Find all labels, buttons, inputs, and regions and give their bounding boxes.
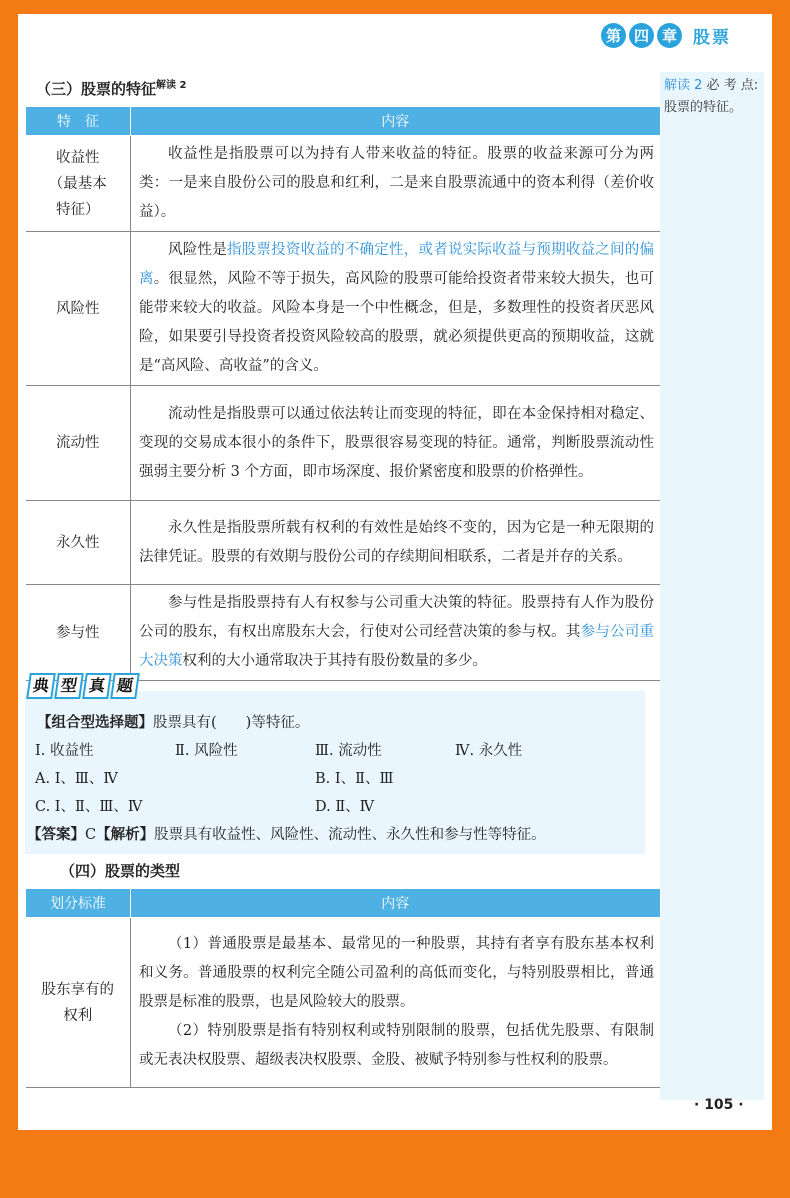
feature-value	[131, 136, 661, 232]
table-row	[26, 585, 661, 681]
type-key-line: 权利	[63, 1007, 93, 1024]
chapter-char: 第	[601, 23, 626, 48]
features-table	[25, 106, 661, 681]
question-item: Ⅲ. 流动性	[315, 743, 382, 759]
sidebar-notes	[660, 72, 764, 1100]
question-options-row	[35, 795, 374, 816]
feature-text: 流动性是指股票可以通过依法转让而变现的特征，即在本金保持相对稳定、变现的交易成本很小的条件下，股票很容易变现的特征。通常，判断股票流动性强弱主要分析 3 个方面，即市场深度、报价紧密度和股票的价格弹性。	[139, 405, 654, 480]
feature-key: 永久性	[26, 501, 131, 585]
sidebar-note: 股票的特征。	[664, 100, 743, 115]
section-3-heading	[36, 76, 186, 99]
features-header-feature: 特 征	[26, 107, 131, 136]
question-item: Ⅰ. 收益性	[35, 743, 94, 759]
feature-key: 风险性	[26, 232, 131, 386]
section-4-heading: （四）股票的类型	[60, 862, 181, 880]
question-option-b: B. Ⅰ、Ⅱ、Ⅲ	[315, 771, 394, 787]
typical-question-box	[25, 691, 645, 854]
feature-value	[131, 501, 661, 585]
title-char: 型	[54, 673, 84, 699]
answer-label: 【答案】	[27, 827, 85, 843]
text-segment: 。很显然，风险不等于损失，高风险的股票可能给投资者带来较大损失，也可能带来较大的收益。风险本身是一个中性概念，但是，多数理性的投资者厌恶风险，如果要引导投资者投资风险较高的股票，就必须提供更高的预期收益，这就是“高风险、高收益”的含义。	[139, 271, 655, 374]
question-stem-label: 【组合型选择题】	[37, 715, 153, 731]
table-row	[26, 501, 661, 585]
question-option-c: C. Ⅰ、Ⅱ、Ⅲ、Ⅳ	[35, 799, 143, 815]
text-segment: 权利的大小通常取决于其持有股份数量的多少。	[182, 653, 487, 669]
type-value	[131, 918, 661, 1088]
table-row	[26, 918, 661, 1088]
feature-text	[139, 236, 654, 381]
feature-key-line: （最基本	[48, 175, 107, 192]
sidebar-tag-text: 必 考 点:	[706, 78, 759, 93]
chapter-char: 章	[657, 23, 682, 48]
question-item: Ⅳ. 永久性	[455, 743, 523, 759]
table-row	[26, 386, 661, 501]
type-key-line: 股东享有的	[41, 981, 114, 998]
section-3-sup: 解读 2	[156, 80, 187, 91]
question-options-row	[35, 767, 393, 788]
chapter-char: 四	[629, 23, 654, 48]
table-row	[26, 232, 661, 386]
text-segment: 风险性是	[168, 242, 227, 258]
feature-text: 永久性是指股票所载有权利的有效性是始终不变的，因为它是一种无限期的法律凭证。股票的有效期与股份公司的存续期间相联系，二者是并存的关系。	[139, 519, 654, 565]
question-answer	[27, 823, 546, 844]
feature-key	[26, 136, 131, 232]
feature-text	[139, 589, 654, 676]
title-char: 题	[110, 673, 140, 699]
analysis-label: 【解析】	[96, 827, 155, 843]
title-char: 真	[82, 673, 112, 699]
feature-value	[131, 232, 661, 386]
types-header-criterion: 划分标准	[26, 889, 131, 918]
analysis-text: 股票具有收益性、风险性、流动性、永久性和参与性等特征。	[154, 827, 546, 843]
answer-value: C	[85, 827, 97, 843]
types-header-content: 内容	[131, 889, 661, 918]
question-stem	[37, 711, 309, 732]
question-stem-text: 股票具有( )等特征。	[153, 715, 310, 731]
section-3-title: （三）股票的特征	[36, 80, 157, 98]
question-item: Ⅱ. 风险性	[175, 743, 238, 759]
feature-text: 收益性是指股票可以为持有人带来收益的特征。股票的收益来源可分为两类：一是来自股份公司的股息和红利，二是来自股票流通中的资本利得（差价收益）。	[139, 146, 654, 220]
features-header-content: 内容	[131, 107, 661, 136]
page	[18, 14, 772, 1130]
highlight-text: 指股票投资收益的不确定性，或者说实际收益与预期收益之间的偏离	[139, 242, 654, 287]
type-para: （2）特别股票是指有特别权利或特别限制的股票，包括优先股票、有限制或无表决权股票、超级表决权股票、金股、被赋予特别参与性权利的股票。	[139, 1023, 654, 1068]
chapter-header	[601, 20, 731, 50]
question-option-d: D. Ⅱ、Ⅳ	[315, 799, 375, 815]
feature-value	[131, 585, 661, 681]
page-number: · 105 ·	[694, 1097, 744, 1113]
sidebar-tag	[664, 74, 758, 93]
chapter-name: 股票	[693, 27, 731, 48]
typical-question-title	[28, 673, 140, 699]
feature-key-line: 收益性	[56, 149, 100, 166]
question-option-a: A. Ⅰ、Ⅲ、Ⅳ	[35, 771, 118, 787]
types-table	[25, 888, 661, 1088]
sidebar-tag-label: 解读 2	[664, 78, 703, 93]
feature-key: 流动性	[26, 386, 131, 501]
table-row	[26, 136, 661, 232]
feature-key-line: 特征）	[56, 201, 100, 218]
question-items	[35, 739, 522, 760]
type-key	[26, 918, 131, 1088]
feature-key: 参与性	[26, 585, 131, 681]
type-para: （1）普通股票是最基本、最常见的一种股票，其持有者享有股东基本权利和义务。普通股票的权利完全随公司盈利的高低而变化，与特别股票相比，普通股票是标准的股票，也是风险较大的股票。	[139, 936, 654, 1010]
title-char: 典	[26, 673, 56, 699]
highlight-text: 参与公司重大决策	[139, 624, 655, 669]
feature-value	[131, 386, 661, 501]
text-segment: 参与性是指股票持有人有权参与公司重大决策的特征。股票持有人作为股份公司的股东，有权出席股东大会，行使对公司经营决策的参与权。其	[139, 595, 654, 640]
